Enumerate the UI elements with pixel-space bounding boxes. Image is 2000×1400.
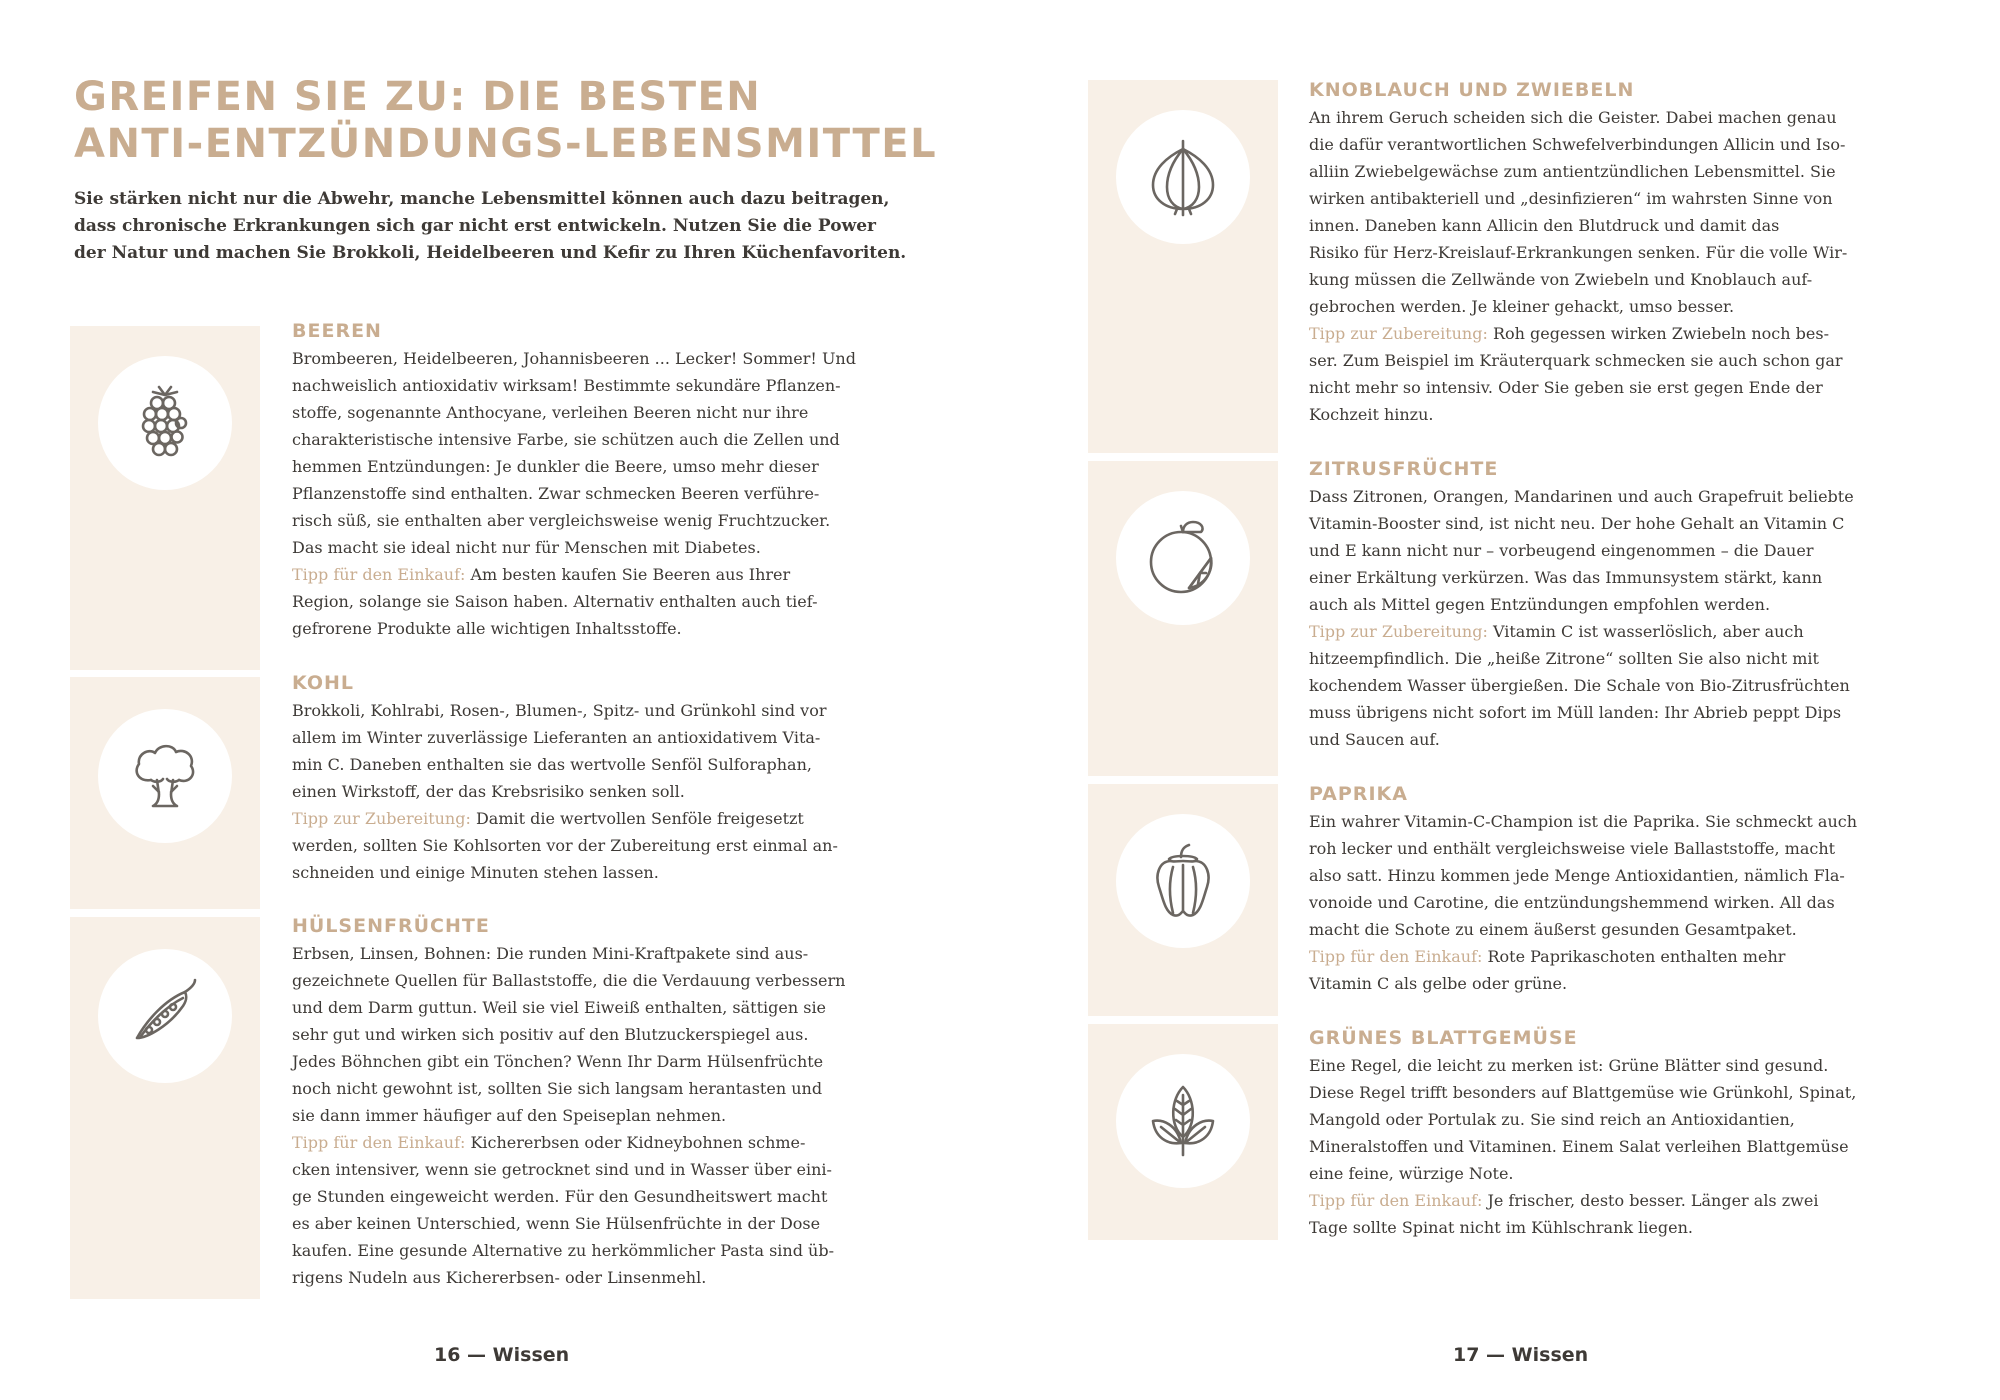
text-line: nicht mehr so intensiv. Oder Sie geben sie erst gegen Ende der <box>1309 378 1823 397</box>
text-line: cken intensiver, wenn sie getrocknet sind und in Wasser über eini- <box>292 1160 832 1179</box>
section-body <box>1309 1052 1989 1241</box>
text-line: rigens Nudeln aus Kichererbsen- oder Linsenmehl. <box>292 1268 707 1287</box>
section-beeren <box>292 318 972 642</box>
tip-line <box>292 1129 972 1156</box>
text-line: innen. Daneben kann Allicin den Blutdruck und damit das <box>1309 216 1780 235</box>
leaf-icon <box>1143 1081 1223 1161</box>
text-line: Pflanzenstoffe sind enthalten. Zwar schmecken Beeren verführe- <box>292 484 820 503</box>
intro-line: der Natur und machen Sie Brokkoli, Heidelbeeren und Kefir zu Ihren Küchenfavoriten. <box>74 243 907 263</box>
icon-tile-knoblauch <box>1088 80 1278 453</box>
tip-text: Rote Paprikaschoten enthalten mehr <box>1482 947 1786 966</box>
intro-line: Sie stärken nicht nur die Abwehr, manche Lebensmittel können auch dazu beitragen, <box>74 189 890 209</box>
text-line: und Saucen auf. <box>1309 730 1440 749</box>
text-line: Tage sollte Spinat nicht im Kühlschrank liegen. <box>1309 1218 1693 1237</box>
section-body <box>292 940 972 1291</box>
text-line: kung müssen die Zellwände von Zwiebeln und Knoblauch auf- <box>1309 270 1813 289</box>
tip-label: Tipp für den Einkauf: <box>1309 947 1483 966</box>
text-line: muss übrigens nicht sofort im Müll landen: Ihr Abrieb peppt Dips <box>1309 703 1842 722</box>
intro-line: dass chronische Erkrankungen sich gar nicht erst entwickeln. Nutzen Sie die Power <box>74 216 876 236</box>
tip-line <box>1309 618 1989 645</box>
text-line: auch als Mittel gegen Entzündungen empfohlen werden. <box>1309 595 1771 614</box>
text-line: An ihrem Geruch scheiden sich die Geister. Dabei machen genau <box>1309 108 1837 127</box>
icon-tile-zitrus <box>1088 461 1278 776</box>
citrus-icon <box>1143 518 1223 598</box>
section-paprika <box>1309 781 1989 997</box>
text-line: noch nicht gewohnt ist, sollten Sie sich langsam herantasten und <box>292 1079 823 1098</box>
section-blattgemuese <box>1309 1025 1989 1241</box>
section-kohl <box>292 670 972 886</box>
section-title: KOHL <box>292 672 355 694</box>
tip-label: Tipp für den Einkauf: <box>1309 1191 1483 1210</box>
section-title: ZITRUSFRÜCHTE <box>1309 458 1499 480</box>
section-body <box>1309 808 1989 997</box>
text-line: roh lecker und enthält vergleichsweise viele Ballaststoffe, macht <box>1309 839 1836 858</box>
page-title <box>74 74 974 168</box>
section-body <box>1309 483 1989 753</box>
text-line: und dem Darm guttun. Weil sie viel Eiweiß enthalten, sättigen sie <box>292 998 827 1017</box>
section-body <box>292 345 972 642</box>
text-line: gebrochen werden. Je kleiner gehackt, umso besser. <box>1309 297 1735 316</box>
tip-line <box>292 805 972 832</box>
text-line: also satt. Hinzu kommen jede Menge Antioxidantien, nämlich Fla- <box>1309 866 1845 885</box>
tip-line <box>1309 1187 1989 1214</box>
section-title: GRÜNES BLATTGEMÜSE <box>1309 1027 1578 1049</box>
intro-paragraph <box>74 186 954 267</box>
text-line: sie dann immer häufiger auf den Speiseplan nehmen. <box>292 1106 727 1125</box>
icon-circle <box>1116 1054 1250 1188</box>
section-body <box>292 697 972 886</box>
text-line: Ein wahrer Vitamin-C-Champion ist die Paprika. Sie schmeckt auch <box>1309 812 1858 831</box>
text-line: Diese Regel trifft besonders auf Blattgemüse wie Grünkohl, Spinat, <box>1309 1083 1857 1102</box>
icon-tile-beeren <box>70 326 260 670</box>
text-line: Vitamin C als gelbe oder grüne. <box>1309 974 1568 993</box>
text-line: Brombeeren, Heidelbeeren, Johannisbeeren ... Lecker! Sommer! Und <box>292 349 856 368</box>
section-title: PAPRIKA <box>1309 783 1408 805</box>
text-line: Kochzeit hinzu. <box>1309 405 1434 424</box>
pea-pod-icon <box>125 976 205 1056</box>
icon-tile-kohl <box>70 677 260 909</box>
text-line: Erbsen, Linsen, Bohnen: Die runden Mini-Kraftpakete sind aus- <box>292 944 809 963</box>
tip-label: Tipp für den Einkauf: <box>292 1133 466 1152</box>
text-line: wirken antibakteriell und „desinfizieren“ im wahrsten Sinne von <box>1309 189 1833 208</box>
text-line: und E kann nicht nur – vorbeugend eingenommen – die Dauer <box>1309 541 1814 560</box>
icon-circle <box>98 356 232 490</box>
text-line: Vitamin-Booster sind, ist nicht neu. Der hohe Gehalt an Vitamin C <box>1309 514 1845 533</box>
page-number-footer: 16 — Wissen <box>434 1344 570 1366</box>
text-line: ge Stunden eingeweicht werden. Für den Gesundheitswert macht <box>292 1187 828 1206</box>
tip-text: Vitamin C ist wasserlöslich, aber auch <box>1487 622 1804 641</box>
text-line: Dass Zitronen, Orangen, Mandarinen und auch Grapefruit beliebte <box>1309 487 1854 506</box>
text-line: nachweislich antioxidativ wirksam! Bestimmte sekundäre Pflanzen- <box>292 376 841 395</box>
icon-circle <box>98 709 232 843</box>
text-line: risch süß, sie enthalten aber vergleichsweise wenig Fruchtzucker. <box>292 511 831 530</box>
text-line: macht die Schote zu einem äußerst gesunden Gesamtpaket. <box>1309 920 1797 939</box>
section-title: HÜLSENFRÜCHTE <box>292 915 490 937</box>
tip-label: Tipp zur Zubereitung: <box>292 809 471 828</box>
text-line: Mangold oder Portulak zu. Sie sind reich an Antioxidantien, <box>1309 1110 1795 1129</box>
text-line: hitzeempfindlich. Die „heiße Zitrone“ sollten Sie also nicht mit <box>1309 649 1819 668</box>
icon-circle <box>1116 110 1250 244</box>
icon-circle <box>98 949 232 1083</box>
broccoli-icon <box>125 736 205 816</box>
text-line: hemmen Entzündungen: Je dunkler die Beere, umso mehr dieser <box>292 457 819 476</box>
section-huelsenfruechte <box>292 913 972 1291</box>
text-line: Brokkoli, Kohlrabi, Rosen-, Blumen-, Spitz- und Grünkohl sind vor <box>292 701 827 720</box>
section-zitrus <box>1309 456 1989 753</box>
icon-tile-huelsenfruechte <box>70 917 260 1299</box>
bell-pepper-icon <box>1143 841 1223 921</box>
berry-icon <box>125 383 205 463</box>
text-line: Eine Regel, die leicht zu merken ist: Grüne Blätter sind gesund. <box>1309 1056 1829 1075</box>
text-line: Jedes Böhnchen gibt ein Tönchen? Wenn Ihr Darm Hülsenfrüchte <box>292 1052 824 1071</box>
tip-text: Kichererbsen oder Kidneybohnen schme- <box>465 1133 806 1152</box>
text-line: die dafür verantwortlichen Schwefelverbindungen Allicin und Iso- <box>1309 135 1846 154</box>
tip-text: Damit die wertvollen Senföle freigesetzt <box>470 809 804 828</box>
tip-label: Tipp für den Einkauf: <box>292 565 466 584</box>
text-line: ser. Zum Beispiel im Kräuterquark schmecken sie auch schon gar <box>1309 351 1843 370</box>
icon-circle <box>1116 814 1250 948</box>
onion-icon <box>1143 137 1223 217</box>
tip-text: Am besten kaufen Sie Beeren aus Ihrer <box>465 565 791 584</box>
text-line: allem im Winter zuverlässige Lieferanten an antioxidativem Vita- <box>292 728 821 747</box>
section-title: KNOBLAUCH UND ZWIEBELN <box>1309 79 1635 101</box>
text-line: einer Erkältung verkürzen. Was das Immunsystem stärkt, kann <box>1309 568 1823 587</box>
text-line: vonoide und Carotine, die entzündungshemmend wirken. All das <box>1309 893 1835 912</box>
text-line: kochendem Wasser übergießen. Die Schale von Bio-Zitrusfrüchten <box>1309 676 1850 695</box>
section-knoblauch <box>1309 77 1989 428</box>
text-line: kaufen. Eine gesunde Alternative zu herkömmlicher Pasta sind üb- <box>292 1241 834 1260</box>
section-body <box>1309 104 1989 428</box>
text-line: Region, solange sie Saison haben. Alternativ enthalten auch tief- <box>292 592 818 611</box>
text-line: schneiden und einige Minuten stehen lassen. <box>292 863 659 882</box>
text-line: es aber keinen Unterschied, wenn Sie Hülsenfrüchte in der Dose <box>292 1214 821 1233</box>
tip-text: Roh gegessen wirken Zwiebeln noch bes- <box>1487 324 1829 343</box>
text-line: gefrorene Produkte alle wichtigen Inhaltsstoffe. <box>292 619 682 638</box>
text-line: min C. Daneben enthalten sie das wertvolle Senföl Sulforaphan, <box>292 755 812 774</box>
text-line: Risiko für Herz-Kreislauf-Erkrankungen senken. Für die volle Wir- <box>1309 243 1848 262</box>
title-line: GREIFEN SIE ZU: DIE BESTEN <box>74 74 762 120</box>
tip-line <box>292 561 972 588</box>
text-line: sehr gut und wirken sich positiv auf den Blutzuckerspiegel aus. <box>292 1025 809 1044</box>
text-line: eine feine, würzige Note. <box>1309 1164 1514 1183</box>
text-line: Das macht sie ideal nicht nur für Menschen mit Diabetes. <box>292 538 761 557</box>
title-line: ANTI-ENTZÜNDUNGS-LEBENSMITTEL <box>74 121 938 167</box>
icon-tile-paprika <box>1088 784 1278 1016</box>
text-line: alliin Zwiebelgewächse zum antientzündlichen Lebensmittel. Sie <box>1309 162 1836 181</box>
text-line: Mineralstoffen und Vitaminen. Einem Salat verleihen Blattgemüse <box>1309 1137 1849 1156</box>
icon-tile-blattgemuese <box>1088 1024 1278 1240</box>
text-line: werden, sollten Sie Kohlsorten vor der Zubereitung erst einmal an- <box>292 836 838 855</box>
tip-line <box>1309 320 1989 347</box>
text-line: stoffe, sogenannte Anthocyane, verleihen Beeren nicht nur ihre <box>292 403 809 422</box>
text-line: einen Wirkstoff, der das Krebsrisiko senken soll. <box>292 782 685 801</box>
section-title: BEEREN <box>292 320 382 342</box>
page-number-footer: 17 — Wissen <box>1453 1344 1589 1366</box>
text-line: charakteristische intensive Farbe, sie schützen auch die Zellen und <box>292 430 840 449</box>
tip-line <box>1309 943 1989 970</box>
right-page <box>1000 0 2000 1400</box>
tip-label: Tipp zur Zubereitung: <box>1309 324 1488 343</box>
tip-label: Tipp zur Zubereitung: <box>1309 622 1488 641</box>
tip-text: Je frischer, desto besser. Länger als zwei <box>1482 1191 1819 1210</box>
text-line: gezeichnete Quellen für Ballaststoffe, die die Verdauung verbessern <box>292 971 846 990</box>
icon-circle <box>1116 491 1250 625</box>
